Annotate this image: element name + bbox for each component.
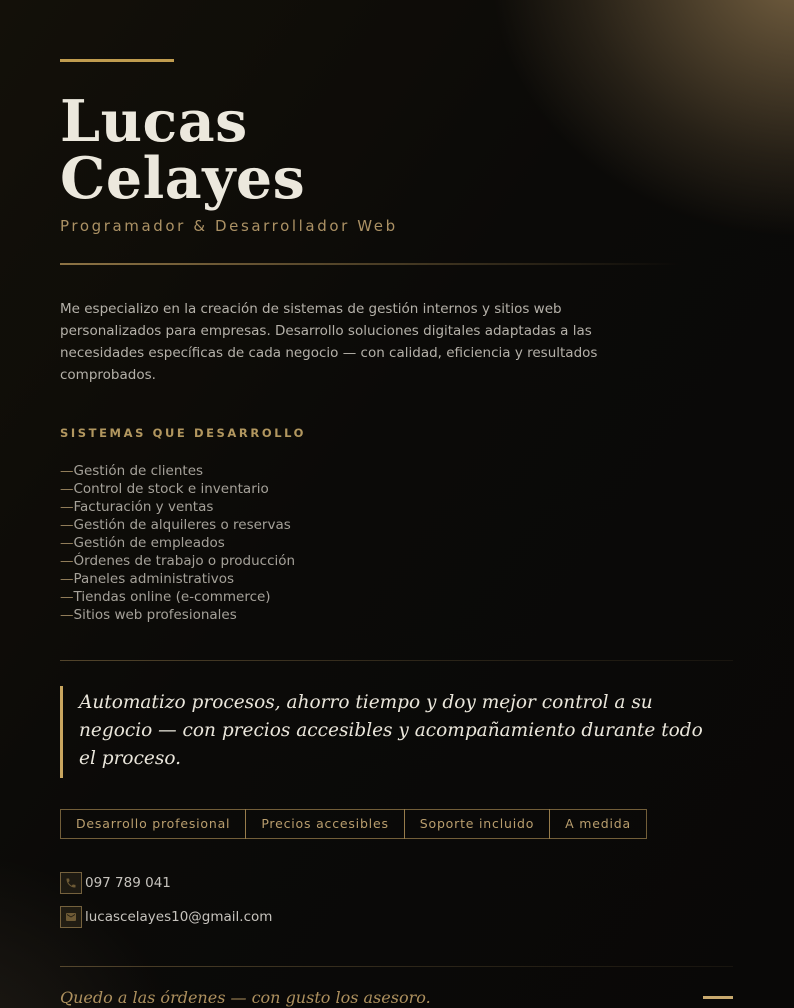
service-item-label: Gestión de clientes bbox=[73, 463, 204, 479]
divider-quote bbox=[60, 660, 733, 661]
contact-section bbox=[60, 872, 733, 928]
service-item bbox=[60, 480, 733, 498]
service-item-label: Órdenes de trabajo o producción bbox=[73, 553, 296, 569]
service-item bbox=[60, 534, 733, 552]
badge-a-medida: A medida bbox=[549, 809, 647, 839]
pitch-quote: Automatizo procesos, ahorro tiempo y doy mejor control a su negocio — con precios accesibles y acompañamiento durante todo el proceso. bbox=[60, 686, 725, 778]
badge-desarrollo-profesional: Desarrollo profesional bbox=[60, 809, 246, 839]
dash-bullet: — bbox=[60, 517, 74, 533]
dash-bullet: — bbox=[60, 481, 74, 497]
accent-rule-top bbox=[60, 59, 174, 62]
service-item-label: Facturación y ventas bbox=[73, 499, 214, 515]
service-item bbox=[60, 570, 733, 588]
dash-bullet: — bbox=[60, 571, 74, 587]
footer-message: Quedo a las órdenes — con gusto los asesoro. bbox=[60, 988, 431, 1007]
envelope-icon bbox=[60, 906, 82, 928]
footer-dash-accent bbox=[703, 996, 733, 999]
intro-paragraph: Me especializo en la creación de sistemas de gestión internos y sitios web personalizados para empresas. Desarrollo soluciones digitales adaptadas a las necesidades específicas de cada negocio — con calidad, eficiencia y resultados comprobados. bbox=[60, 301, 598, 383]
divider-footer bbox=[60, 966, 733, 967]
dash-bullet: — bbox=[60, 535, 74, 551]
services-list bbox=[60, 462, 733, 624]
page-title bbox=[60, 88, 733, 212]
service-item-label: Control de stock e inventario bbox=[73, 481, 269, 497]
service-item-label: Gestión de empleados bbox=[73, 535, 225, 551]
service-item bbox=[60, 552, 733, 570]
last-name: Celayes bbox=[60, 145, 306, 212]
service-item bbox=[60, 462, 733, 480]
divider-header bbox=[60, 263, 733, 265]
first-name: Lucas bbox=[60, 88, 248, 155]
service-item-label: Sitios web profesionales bbox=[73, 607, 237, 623]
phone-row[interactable] bbox=[60, 872, 733, 894]
email-row[interactable] bbox=[60, 906, 733, 928]
dash-bullet: — bbox=[60, 553, 74, 569]
dash-bullet: — bbox=[60, 463, 74, 479]
badge-row bbox=[60, 809, 733, 839]
services-heading: SISTEMAS QUE DESARROLLO bbox=[60, 426, 307, 440]
service-item bbox=[60, 588, 733, 606]
phone-number[interactable]: 097 789 041 bbox=[85, 875, 171, 891]
dash-bullet: — bbox=[60, 499, 74, 515]
badge-soporte-incluido: Soporte incluido bbox=[404, 809, 550, 839]
footer bbox=[60, 988, 733, 1007]
service-item-label: Gestión de alquileres o reservas bbox=[73, 517, 291, 533]
service-item bbox=[60, 516, 733, 534]
service-item-label: Paneles administrativos bbox=[73, 571, 235, 587]
service-item-label: Tiendas online (e-commerce) bbox=[73, 589, 271, 605]
email-address[interactable]: lucascelayes10@gmail.com bbox=[85, 909, 273, 925]
service-item bbox=[60, 498, 733, 516]
service-item bbox=[60, 606, 733, 624]
dash-bullet: — bbox=[60, 589, 74, 605]
badge-precios-accesibles: Precios accesibles bbox=[245, 809, 404, 839]
dash-bullet: — bbox=[60, 607, 74, 623]
phone-icon bbox=[60, 872, 82, 894]
role-subtitle: Programador & Desarrollador Web bbox=[60, 217, 398, 235]
